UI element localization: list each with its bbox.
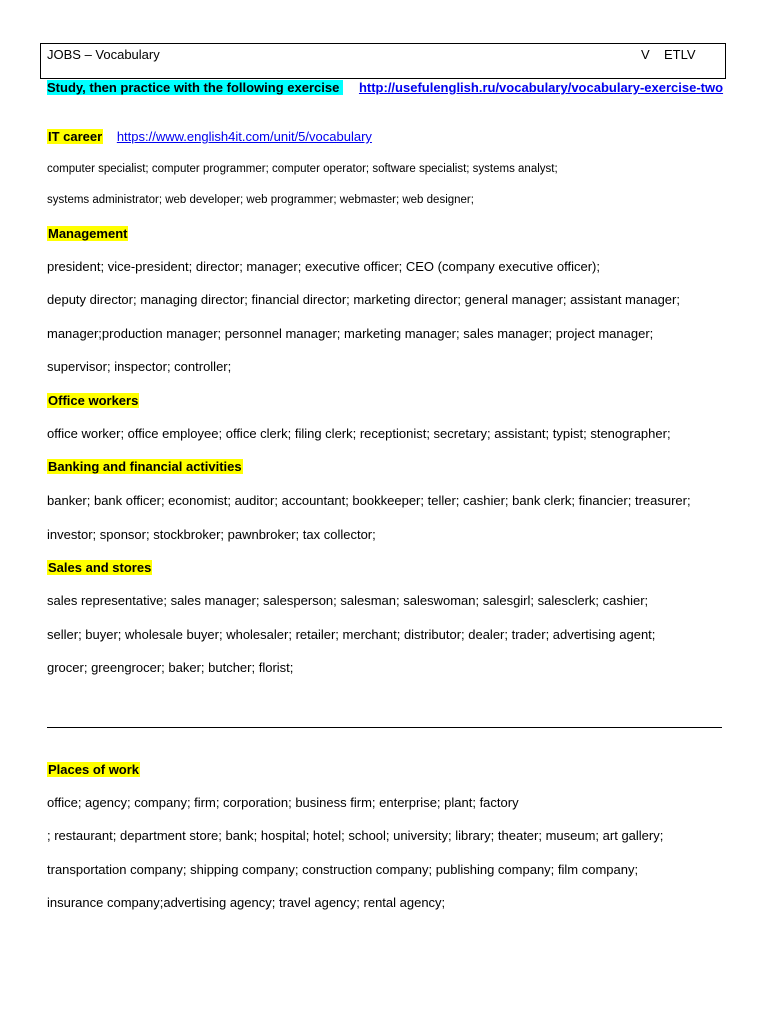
section-divider	[47, 727, 722, 728]
it-heading-line	[47, 129, 372, 144]
places-line-4: insurance company;advertising agency; travel agency; rental agency;	[47, 895, 446, 910]
intro-line	[47, 80, 723, 95]
banking-line-2: investor; sponsor; stockbroker; pawnbroker; tax collector;	[47, 527, 376, 542]
office-heading-line	[47, 393, 139, 408]
banking-heading: Banking and financial activities	[48, 459, 242, 474]
banking-heading-line	[47, 459, 243, 474]
places-heading: Places of work	[48, 762, 140, 777]
places-line-2: ; restaurant; department store; bank; hospital; hotel; school; university; library; theater; museum; art gallery;	[47, 828, 664, 843]
office-heading: Office workers	[48, 393, 139, 408]
level-label: V	[641, 47, 650, 62]
document-title: JOBS – Vocabulary	[47, 47, 160, 62]
management-line-2: deputy director; managing director; financial director; marketing director; general manager; assistant manager;	[47, 292, 680, 307]
intro-text: Study, then practice with the following exercise	[47, 80, 343, 95]
it-vocabulary-link[interactable]: https://www.english4it.com/unit/5/vocabulary	[116, 129, 372, 144]
management-heading-line	[47, 226, 128, 241]
office-line-1: office worker; office employee; office clerk; filing clerk; receptionist; secretary; assistant; typist; stenographer;	[47, 426, 671, 441]
banking-line-1: banker; bank officer; economist; auditor; accountant; bookkeeper; teller; cashier; bank clerk; financier; treasurer;	[47, 493, 691, 508]
sales-line-1: sales representative; sales manager; salesperson; salesman; saleswoman; salesgirl; salesclerk; cashier;	[47, 593, 649, 608]
course-code: ETLV	[664, 47, 696, 62]
exercise-link[interactable]: http://usefulenglish.ru/vocabulary/vocabulary-exercise-two	[358, 80, 724, 95]
sales-heading: Sales and stores	[48, 560, 152, 575]
it-line-2: systems administrator; web developer; web programmer; webmaster; web designer;	[47, 194, 474, 206]
header-box	[40, 43, 726, 79]
management-line-3: manager;production manager; personnel manager; marketing manager; sales manager; project manager;	[47, 326, 654, 341]
places-line-3: transportation company; shipping company; construction company; publishing company; film company;	[47, 862, 639, 877]
management-line-1: president; vice-president; director; manager; executive officer; CEO (company executive officer);	[47, 259, 600, 274]
management-line-4: supervisor; inspector; controller;	[47, 359, 232, 374]
management-heading: Management	[48, 226, 128, 241]
sales-line-2: seller; buyer; wholesale buyer; wholesaler; retailer; merchant; distributor; dealer; trader; advertising agent;	[47, 627, 656, 642]
it-heading: IT career	[48, 129, 103, 144]
places-line-1: office; agency; company; firm; corporation; business firm; enterprise; plant; factory	[47, 795, 519, 810]
sales-line-3: grocer; greengrocer; baker; butcher; florist;	[47, 660, 294, 675]
places-heading-line	[47, 762, 140, 777]
sales-heading-line	[47, 560, 152, 575]
it-line-1: computer specialist; computer programmer; computer operator; software specialist; systems analyst;	[47, 163, 558, 175]
